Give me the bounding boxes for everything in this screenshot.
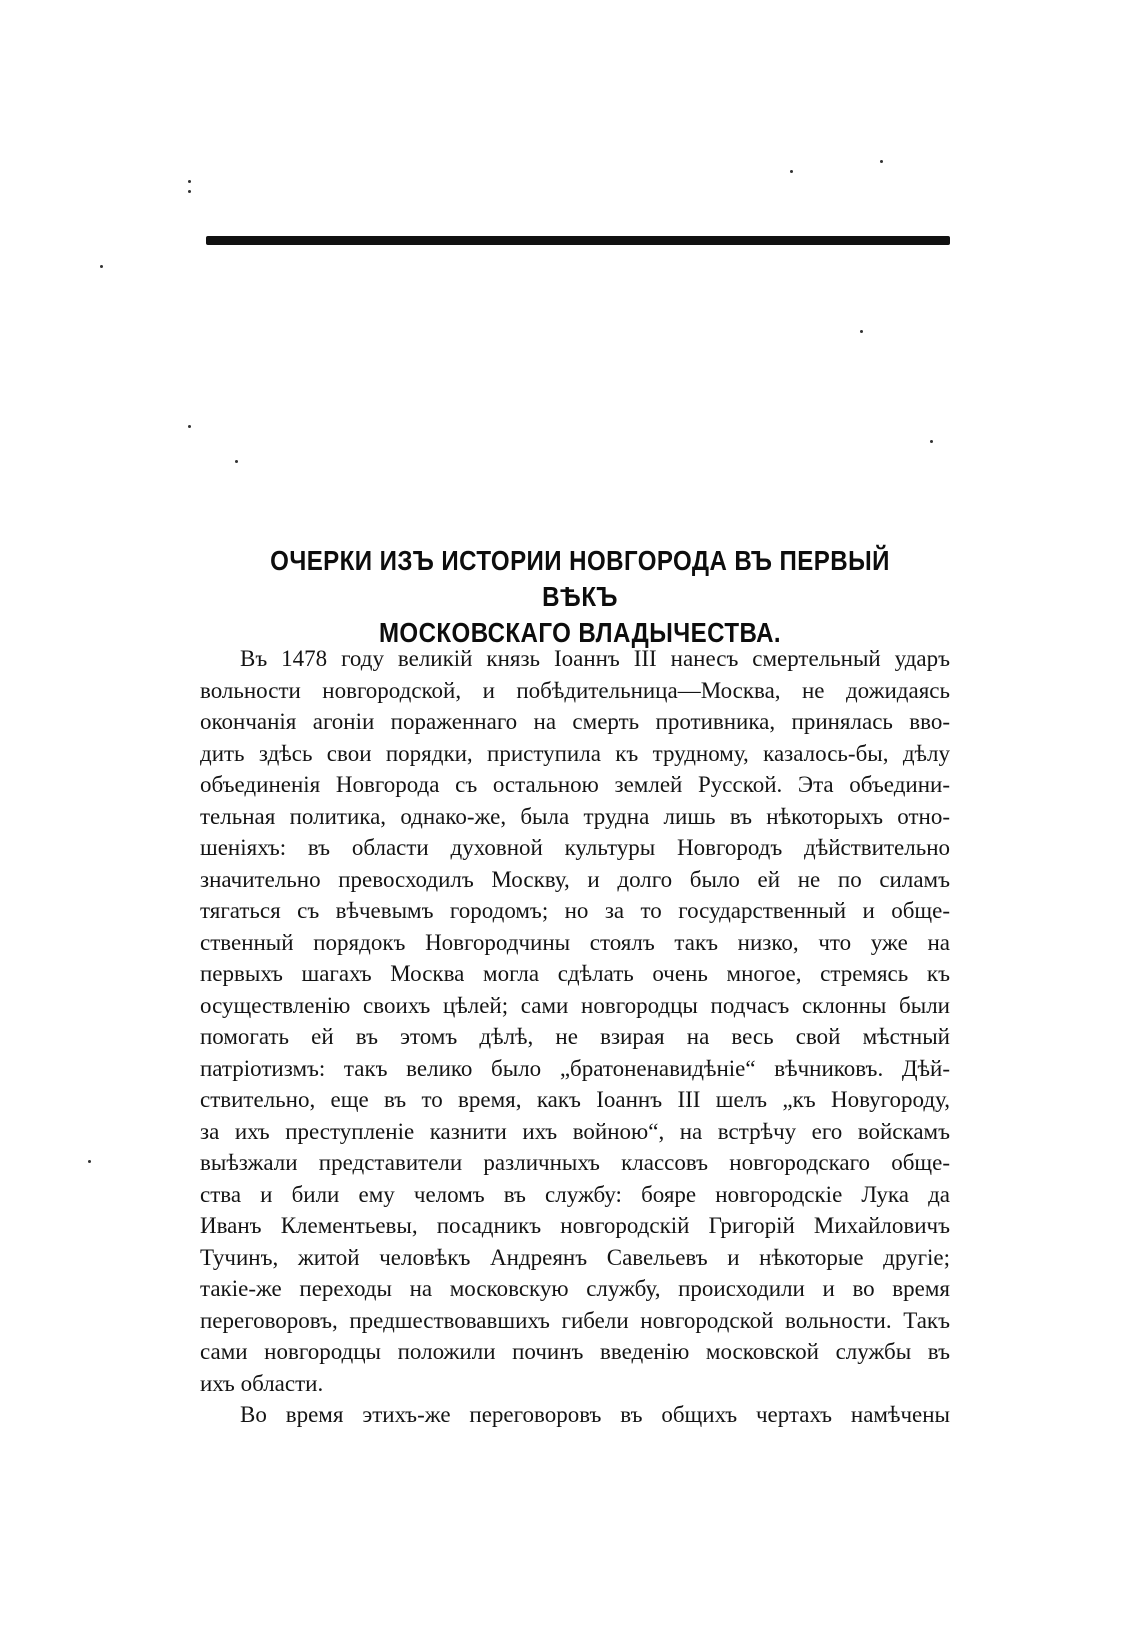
text-line: первыхъ шагахъ Москва могла сдѣлать очень многое, стремясь къ [200, 961, 950, 986]
text-line: тягаться съ вѣчевымъ городомъ; но за то государственный и обще- [200, 898, 950, 923]
print-speck [188, 425, 191, 428]
print-speck [860, 330, 863, 333]
text-line: ихъ области. [200, 1370, 324, 1396]
print-speck [790, 170, 793, 173]
text-line: тельная политика, однако-же, была трудна лишь въ нѣкоторыхъ отно- [200, 803, 950, 829]
text-line: Иванъ Клементьевы, посадникъ новгородскій Григорій Михайловичъ [200, 1213, 950, 1238]
print-speck [235, 460, 238, 463]
text-line: выѣзжали представители различныхъ классовъ новгородскаго обще- [200, 1150, 950, 1175]
text-line: ствительно, еще въ то время, какъ Іоаннъ III шелъ „къ Новугороду, [200, 1087, 950, 1112]
print-speck [188, 180, 191, 183]
text-line: переговоровъ, предшествовавшихъ гибели новгородской вольности. Такъ [200, 1307, 950, 1333]
text-line: за ихъ преступленіе казнити ихъ войною“, на встрѣчу его войскамъ [200, 1118, 950, 1144]
text-line: ственный порядокъ Новгородчины стоялъ такъ низко, что уже на [200, 929, 950, 955]
title-line-1: ОЧЕРКИ ИЗЪ ИСТОРИИ НОВГОРОДА ВЪ ПЕРВЫЙ ВѢКЪ [270, 545, 890, 612]
text-line: значительно превосходилъ Москву, и долго было ей не по силамъ [200, 866, 950, 892]
text-line: Во время этихъ-же переговоровъ въ общихъ чертахъ намѣчены [240, 1402, 950, 1427]
body-text [200, 643, 950, 1431]
text-line: сами новгородцы положили починъ введенію московской службы въ [200, 1339, 950, 1364]
print-speck [100, 265, 103, 268]
top-rule [206, 236, 950, 245]
text-line: помогать ей въ этомъ дѣлѣ, не взирая на весь свой мѣстный [200, 1024, 950, 1049]
text-line: объединенія Новгорода съ остальною землей Русской. Эта объедини- [200, 772, 950, 797]
print-speck [880, 160, 883, 163]
text-line: ства и били ему челомъ въ службу: бояре новгородскіе Лука да [200, 1181, 950, 1207]
text-line: такіе-же переходы на московскую службу, происходили и во время [200, 1276, 950, 1301]
title-line-2: МОСКОВСКАГО ВЛАДЫЧЕСТВА. [378, 617, 782, 648]
text-line: Тучинъ, житой человѣкъ Андреянъ Савельевъ и нѣкоторые другіе; [200, 1244, 950, 1270]
text-line: Въ 1478 году великій князь Іоаннъ III нанесъ смертельный ударъ [240, 646, 950, 671]
text-line: дить здѣсь свои порядки, приступила къ трудному, казалось-бы, дѣлу [200, 740, 950, 766]
print-speck [88, 1160, 91, 1163]
text-line: шеніяхъ: въ области духовной культуры Новгородъ дѣйствительно [200, 835, 950, 860]
text-line: окончанія агоніи пораженнаго на смерть противника, принялась вво- [200, 709, 950, 734]
print-speck [188, 190, 191, 193]
chapter-title [253, 543, 907, 651]
text-line: вольности новгородской, и побѣдительница—Москва, не дожидаясь [200, 677, 950, 703]
text-line: патріотизмъ: такъ велико было „братоненавидѣніе“ вѣчниковъ. Дѣй- [200, 1055, 950, 1081]
print-speck [930, 440, 933, 443]
text-line: осуществленію своихъ цѣлей; сами новгородцы подчасъ склонны были [200, 992, 950, 1018]
